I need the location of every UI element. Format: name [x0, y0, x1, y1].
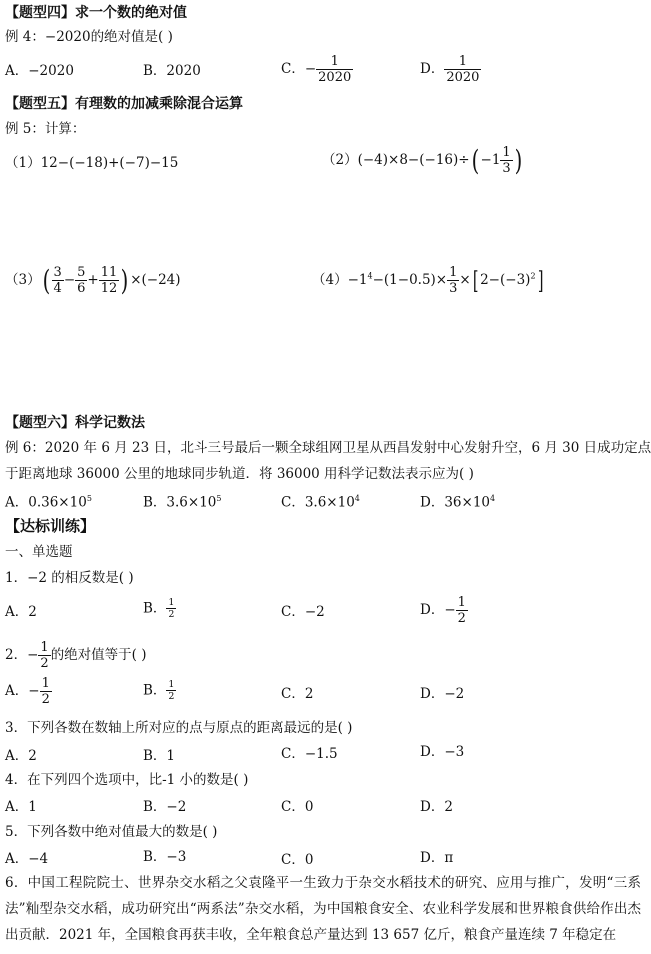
question-4-option-b: B．−2: [143, 799, 187, 815]
question-4: 4．在下列四个选项中，比-1 小的数是( ): [5, 772, 249, 788]
question-3-option-c: C．−1.5: [281, 746, 338, 762]
fraction-denominator: 4: [53, 280, 62, 296]
fraction-numerator: 1: [458, 54, 468, 69]
exponent: 4: [354, 494, 360, 503]
fraction-numerator: 1: [41, 676, 50, 691]
option-label: A．−: [5, 683, 40, 700]
fraction-numerator: 1: [168, 597, 175, 608]
question-1-option-a: A．2: [5, 604, 37, 620]
q3-label: （3）: [5, 272, 41, 289]
example-4-number: −2020: [44, 29, 91, 45]
question-2-option-a: [5, 677, 52, 706]
option-c-label: C．−: [281, 61, 317, 78]
calc-question-1: （1）12−(−18)+(−7)−15: [5, 155, 179, 171]
left-bracket: [: [472, 266, 479, 295]
fraction-numerator: 1: [168, 679, 175, 690]
fraction: [75, 266, 87, 295]
q4-term-d: 2−(−3): [480, 272, 531, 289]
example-4-text: 的绝对值是( ): [90, 29, 173, 45]
example-6-line-2: 于距离地球 36000 公里的地球同步轨道．将 36000 用科学记数法表示应为( ): [5, 466, 474, 482]
q4-term-b: −(1−0.5)×: [372, 272, 448, 289]
question-4-option-a: A．1: [5, 799, 37, 815]
question-2-option-b: [143, 680, 176, 702]
option-d-label: D．: [420, 61, 445, 78]
left-paren: (: [471, 143, 479, 177]
question-1-option-d: [420, 596, 468, 625]
fraction: [456, 596, 468, 625]
fraction-denominator: 2: [168, 690, 175, 702]
fraction-numerator: 1: [330, 54, 339, 69]
calc-question-2: [322, 143, 524, 177]
question-2-label: 2．−: [5, 647, 39, 664]
question-1-option-b: [143, 598, 176, 620]
example-4-option-a: A．−2020: [5, 63, 74, 79]
question-2-text: 的绝对值等于( ): [50, 647, 147, 664]
example-6-option-a: [5, 495, 92, 510]
left-paren: (: [42, 263, 50, 297]
fraction-denominator: 2: [40, 655, 49, 671]
fraction: [99, 266, 120, 295]
exponent: 5: [216, 494, 222, 503]
training-title: 【达标训练】: [5, 517, 96, 535]
example-4-option-d: [420, 55, 481, 84]
question-1: 1．−2 的相反数是( ): [5, 570, 134, 586]
question-3-option-a: A．2: [5, 748, 37, 764]
fraction: [447, 266, 459, 295]
example-4-question: [5, 31, 173, 45]
question-2-option-d: D．−2: [420, 686, 465, 702]
option-text: C．3.6×10: [281, 494, 355, 511]
fraction-denominator: 2020: [318, 69, 352, 85]
q4-exponent: 4: [367, 271, 373, 281]
calc-question-4: [312, 266, 545, 295]
example-4-option-c: [281, 55, 353, 84]
option-label: D．−: [420, 602, 456, 619]
operator: +: [87, 272, 99, 289]
fraction: [40, 677, 52, 706]
question-1-option-c: C．−2: [281, 604, 325, 620]
option-label: B．: [143, 600, 167, 617]
fraction-denominator: 2: [457, 610, 466, 626]
example-6-option-c: [281, 495, 360, 510]
fraction-denominator: 3: [449, 280, 458, 296]
training-subtitle: 一、单选题: [5, 544, 73, 560]
option-label: B．: [143, 682, 167, 699]
question-5-option-c: C．0: [281, 852, 314, 868]
fraction-denominator: 2: [41, 691, 50, 707]
question-3-option-d: D．−3: [420, 744, 465, 760]
exponent: 4: [490, 494, 496, 503]
question-3: 3．下列各数在数轴上所对应的点与原点的距离最远的是( ): [5, 720, 353, 736]
fraction-numerator: 1: [449, 265, 458, 280]
fraction-numerator: 1: [457, 595, 466, 610]
fraction: [316, 55, 353, 84]
q2-label: （2）: [322, 152, 358, 169]
question-4-option-d: D．2: [420, 799, 453, 815]
fraction-denominator: 3: [502, 160, 511, 176]
fraction: [166, 598, 176, 620]
right-bracket: ]: [537, 266, 544, 295]
operator: −: [63, 272, 76, 289]
q4-label: （4）: [312, 272, 348, 289]
fraction-numerator: 1: [502, 145, 511, 160]
fraction-denominator: 2: [168, 608, 175, 620]
question-5: 5．下列各数中绝对值最大的数是( ): [5, 824, 218, 840]
option-text: D．36×10: [420, 494, 490, 511]
fraction-denominator: 12: [100, 280, 118, 296]
section-4-title: 【题型四】求一个数的绝对值: [5, 5, 187, 21]
example-6-line-1: 例 6：2020 年 6 月 23 日，北斗三号最后一颗全球组网卫星从西昌发射中心发射升空，6 月 30 日成功定点: [5, 440, 651, 456]
option-text: A．0.36×10: [5, 494, 87, 511]
example-6-option-d: [420, 495, 495, 510]
calc-question-3: [5, 263, 181, 297]
question-5-option-d: D．π: [420, 850, 454, 866]
section-5-title: 【题型五】有理数的加减乘除混合运算: [5, 96, 243, 112]
question-4-option-c: C．0: [281, 799, 314, 815]
question-5-option-a: A．−4: [5, 851, 49, 867]
example-4-label: 例 4：: [5, 29, 45, 45]
fraction: [166, 680, 176, 702]
fraction-numerator: 3: [53, 265, 62, 280]
example-5-label: 例 5：计算：: [5, 121, 86, 137]
fraction: [52, 266, 64, 295]
q4-exponent: 2: [530, 271, 536, 281]
fraction-denominator: 2020: [446, 69, 480, 85]
option-text: B．3.6×10: [143, 494, 217, 511]
question-3-option-b: B．1: [143, 748, 176, 764]
fraction: [444, 55, 481, 84]
q4-term-a: −1: [347, 272, 368, 289]
question-2-option-c: C．2: [281, 686, 314, 702]
right-paren: ): [514, 143, 522, 177]
example-6-option-b: [143, 495, 221, 510]
q2-mixed-whole: −1: [480, 152, 501, 169]
q3-tail: ×(−24): [130, 272, 181, 289]
question-6: 6．中国工程院院士、世界杂交水稻之父袁隆平一生致力于杂交水稻技术的研究、应用与推广，发明“三系法”籼型杂交水稻，成功研究出“两系法”杂交水稻，为中国粮食安全、农业科学发展和世界粮食供给作出杰出贡献．2021 年，全国粮食再获丰收，全年粮食总产量达到 13 657 亿斤，粮食产量连续 7 年稳定在: [5, 875, 641, 943]
question-5-option-b: B．−3: [143, 849, 187, 865]
fraction: [38, 641, 50, 670]
question-2: [5, 641, 147, 670]
exponent: 5: [86, 494, 92, 503]
operator: ×: [459, 272, 471, 289]
fraction-numerator: 5: [77, 265, 86, 280]
fraction-numerator: 11: [100, 265, 118, 280]
section-6-title: 【题型六】科学记数法: [5, 415, 145, 431]
fraction-numerator: 1: [40, 640, 49, 655]
fraction-denominator: 6: [77, 280, 86, 296]
right-paren: ): [120, 263, 129, 297]
example-4-option-b: B．2020: [143, 63, 201, 79]
fraction: [500, 146, 512, 175]
q2-expression: (−4)×8−(−16)÷: [357, 152, 470, 169]
